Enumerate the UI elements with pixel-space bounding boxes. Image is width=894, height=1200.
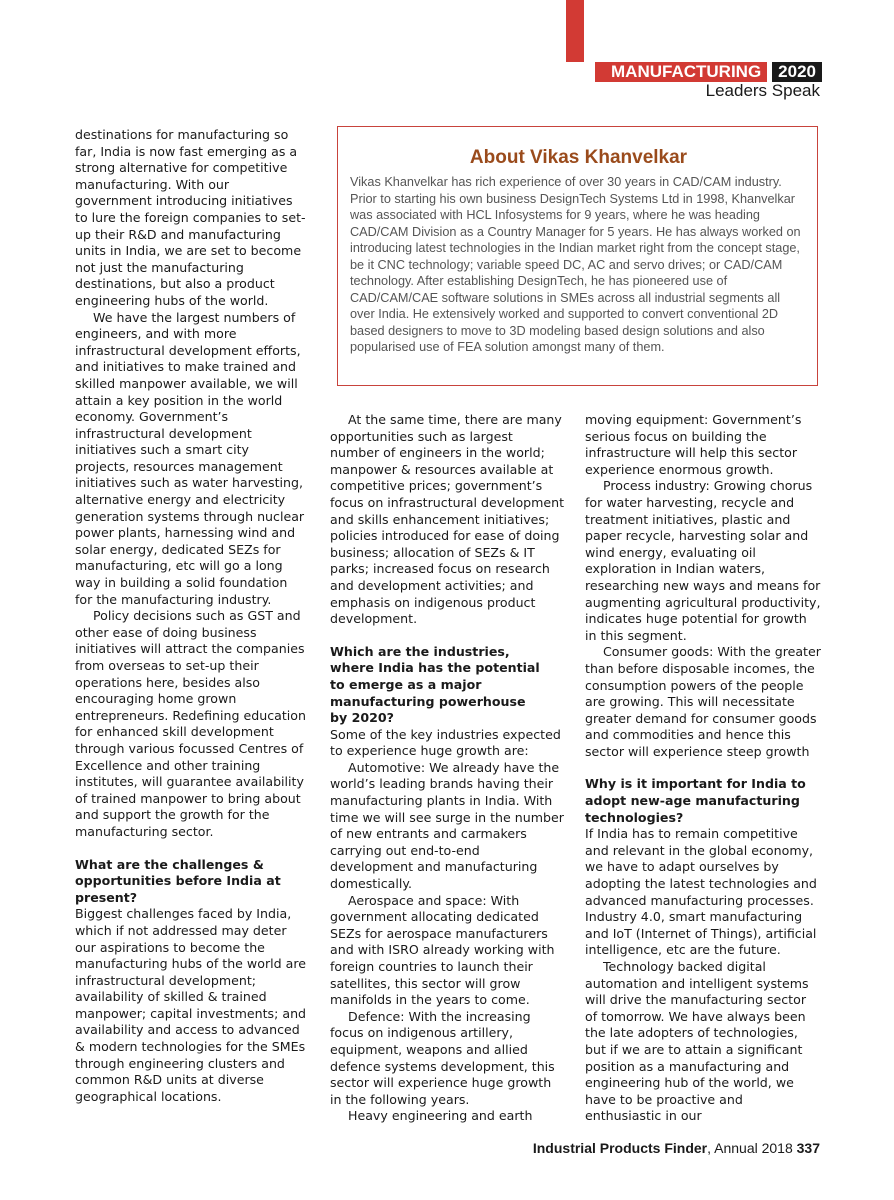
section-heading: What are the challenges & opportunities before India at present?	[75, 856, 281, 905]
paragraph: Heavy engineering and earth	[348, 1108, 533, 1124]
paragraph: destinations for manufacturing so far, India is now fast emerging as a strong alternative for competitive manufacturing. With our government introducing initiatives to lure the foreign companies to set-up their R&D and manufacturing units in India, we are set to become not just the manufacturing destinations, but also a product engineering hubs of the world.	[75, 127, 306, 308]
paragraph: We have the largest numbers of engineers, and with more infrastructural development efforts, and initiatives to make trained and skilled manpower available, we will attain a key position in the world economy. Government’s infrastructural development initiatives such a smart city projects, resources management initiatives such as water harvesting, alternative energy and electricity generation systems through nuclear power plants, harnessing wind and solar energy, dedicated SEZs for manufacturing, etc will go a long way in building a solid foundation for the manufacturing industry.	[75, 309, 305, 607]
section-label: MANUFACTURING	[595, 62, 767, 82]
paragraph: Some of the key industries expected to experience huge growth are:	[330, 726, 561, 759]
paragraph: Consumer goods: With the greater than before disposable incomes, the consumption powers of the people are growing. This will necessitate greater demand for consumer goods and commodities and hence this sector will experience steep growth	[585, 644, 821, 759]
column-2	[330, 412, 566, 1125]
issue-label: , Annual 2018	[707, 1140, 793, 1156]
paragraph: At the same time, there are many opportunities such as largest number of engineers in the world; manpower & resources available at competitive prices; government’s focus on infrastructural development and skills enhancement initiatives; policies introduced for ease of doing business; allocation of SEZs & IT parks; increased focus on research and development activities; and emphasis on indigenous product development.	[330, 412, 565, 627]
paragraph: Process industry: Growing chorus for water harvesting, recycle and treatment initiatives, plastic and paper recycle, harvesting solar and wind energy, evaluating oil exploration in Indian waters, researching new ways and means for augmenting agricultural productivity, indicates huge potential for growth in this segment.	[585, 478, 821, 643]
paragraph: Defence: With the increasing focus on indigenous artillery, equipment, weapons and allied defence systems development, this sector will experience huge growth in the following years.	[330, 1008, 555, 1107]
about-author-box	[337, 126, 818, 386]
about-author-text: Vikas Khanvelkar has rich experience of over 30 years in CAD/CAM industry. Prior to starting his own business DesignTech Systems Ltd in 1998, Khanvelkar was associated with HCL Infosystems for 9 years, where he was heading CAD/CAM Division as a Country Manager for 5 years. He has always worked on introducing latest technologies in the Indian market right from the concept stage, be it CNC technology; variable speed DC, AC and servo drives; or CAD/CAM technology. After establishing DesignTech, he has pioneered use of CAD/CAM/CAE software solutions in SMEs across all industrial segments all over India. He extensively worked and supported to convert conventional 2D based designers to move to 3D modeling based design solutions and also popularised use of FEA solution amongst many of them.	[350, 175, 801, 354]
paragraph: Policy decisions such as GST and other ease of doing business initiatives will attract the companies from overseas to set-up their operations here, besides also encouraging home grown entrepreneurs. Redefining education for enhanced skill development through various focussed Centres of Excellence and other training institutes, will guarantee availability of trained manpower to bring about and support the growth for the manufacturing sector.	[75, 608, 306, 839]
paragraph: moving equipment: Government’s serious focus on building the infrastructure will help this sector experience enormous growth.	[585, 412, 802, 477]
paragraph: Aerospace and space: With government allocating dedicated SEZs for aerospace manufacturers and with ISRO already working with foreign countries to launch their satellites, this sector will grow manifolds in the years to come.	[330, 892, 555, 1008]
paragraph: Biggest challenges faced by India, which if not addressed may deter our aspirations to become the manufacturing hubs of the world are infrastructural development; availability of skilled & trained manpower; capital investments; and availability and access to advanced & modern technologies for the SMEs through engineering clusters and common R&D units at diverse geographical locations.	[75, 906, 307, 1104]
paragraph: If India has to remain competitive and relevant in the global economy, we have to adapt ourselves by adopting the latest technologies and advanced manufacturing processes. Industry 4.0, smart manufacturing and IoT (Internet of Things), artificial intelligence, etc are the future.	[585, 826, 817, 958]
column-3	[585, 412, 821, 1125]
page-footer	[533, 1140, 820, 1156]
section-header	[566, 62, 822, 82]
section-heading: Which are the industries, where India has the potential to emerge as a major manufacturing powerhouse by 2020?	[330, 643, 540, 726]
header-accent-bar	[566, 0, 584, 62]
section-subtitle: Leaders Speak	[705, 81, 820, 100]
section-heading: Why is it important for India to adopt new-age manufacturing technologies?	[585, 776, 806, 825]
column-1	[75, 127, 307, 1105]
paragraph: Technology backed digital automation and intelligent systems will drive the manufacturing sector of tomorrow. We have always been the late adopters of technologies, but if we are to attain a significant position as a manufacturing and engineering hub of the world, we have to be proactive and enthusiastic in our	[585, 959, 809, 1124]
about-author-title: About Vikas Khanvelkar	[469, 147, 688, 168]
publication-name: Industrial Products Finder	[532, 1140, 708, 1156]
page-number: 337	[796, 1140, 820, 1156]
paragraph: Automotive: We already have the world’s leading brands having their manufacturing plants in India. With time we will see surge in the number of new entrants and carmakers carrying out end-to-end development and manufacturing domestically.	[330, 759, 564, 892]
section-year: 2020	[772, 62, 822, 82]
